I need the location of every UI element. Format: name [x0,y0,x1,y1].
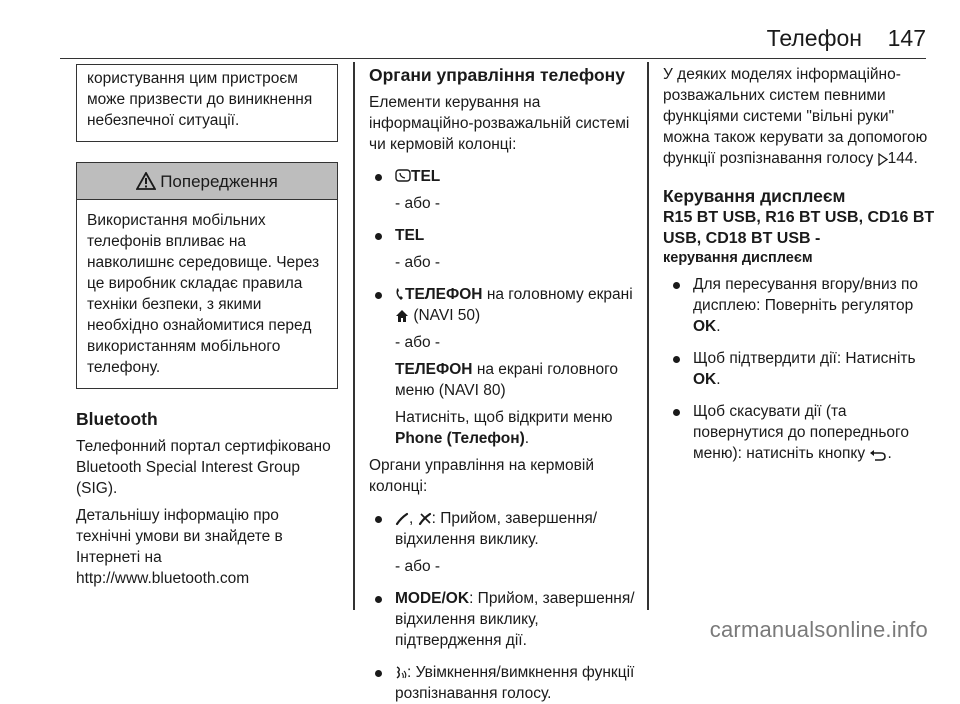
bluetooth-heading: Bluetooth [76,409,158,429]
tel-label: TEL [411,168,441,185]
page-reference: 144. [887,150,918,167]
warning-text: Використання мобільних телефонів впливає на навколишнє середовище. Через це виробник складає правила техніки безпеки, з якими необхідно ознайомитися перед використанням мобільного телефону. [87,212,320,376]
press-text: Натисніть, щоб відкрити меню [395,409,613,426]
column-middle [369,64,641,704]
or-separator: - або - [395,195,441,212]
steering-controls-text: Органи управління на кермовій колонці: [369,457,594,495]
models-subheading-2: керування дисплеєм [663,250,813,266]
list-item [369,284,641,326]
telefon-label: ТЕЛЕФОН [395,361,473,378]
voice-control-text: У деяких моделях інформаційно-розважальних систем певними функціями системи "вільні руки" можна також керувати за допомогою функції розпізнавання голосу [663,66,928,167]
page-reference-icon [878,153,888,166]
continued-warning-text: користування цим пристроєм може призвести до виникнення небезпечної ситуації. [87,70,313,129]
mode-ok-label: MODE/OK [395,590,470,607]
cancel-text: Щоб скасувати дії (та повернутися до попереднього меню): натисніть кнопку [693,403,909,462]
bluetooth-paragraph-2-text: Детальнішу інформацію про технічні умови ви знайдете в Інтернеті на [76,507,283,566]
or-separator: - або - [395,558,441,575]
warning-triangle-icon [136,172,156,190]
tel-label: TEL [395,227,425,244]
telefon-label: ТЕЛЕФОН [405,286,483,303]
home-icon [395,309,409,323]
or-separator: - або - [395,254,441,271]
bluetooth-paragraph-1: Телефонний портал сертифіковано Bluetooth Special Interest Group (SIG). [76,438,331,497]
list-item: Для пересування вгору/вниз по дисплею: Поверніть регулятор OK. [667,274,935,337]
ok-label: OK [693,371,717,388]
or-separator: - або - [395,334,441,351]
telefon-text-a: на головному екрані [486,286,633,303]
watermark: carmanualsonline.info [709,617,928,642]
bluetooth-paragraph-2 [76,505,338,589]
column-left [76,64,338,589]
warning-header [77,163,337,200]
column-divider [647,62,649,610]
back-icon [869,449,887,461]
warning-box [76,162,338,389]
page-title: Телефон [766,25,862,51]
call-keys-text: : Прийом, завершення/відхилення виклику. [395,510,598,548]
list-item [369,508,641,550]
continued-warning-box [76,64,338,142]
voice-recognition-icon [395,665,407,680]
models-subheading: R15 BT USB, R16 BT USB, CD16 BT USB, CD18 BT USB - [663,209,935,247]
page-number: 147 [887,25,926,51]
list-item [369,662,641,704]
phone-menu-label: Phone (Телефон) [395,430,525,447]
call-accept-icon [395,512,409,526]
telefon-navi80 [369,359,641,401]
warning-title: Попередження [160,171,278,191]
ok-label: OK [693,318,717,335]
phone-handset-icon [395,287,405,302]
scroll-text: Для пересування вгору/вниз по дисплею: Поверніть регулятор [693,276,919,314]
controls-intro: Елементи керування на інформаційно-розважальній системі чи кермовій колонці: [369,94,630,153]
press-instruction: Натисніть, щоб відкрити меню Phone (Телефон). [395,409,613,447]
mode-ok-text: : Прийом, завершення/відхилення виклику, підтвердження дії. [395,590,635,649]
confirm-text: Щоб підтвердити дії: Натисніть [693,350,916,367]
item-separator: , [409,510,414,527]
telefon-text-b: (NAVI 50) [413,307,481,324]
list-item: Щоб підтвердити дії: Натисніть OK. [667,348,935,390]
column-divider [353,62,355,610]
telefon-navi80-text: на екрані головного меню (NAVI 80) [395,361,619,399]
controls-heading: Органи управління телефону [369,65,625,85]
list-item [369,166,641,187]
voice-text: : Увімкнення/вимкнення функції розпізнавання голосу. [395,664,635,702]
phone-screen-icon [395,169,411,184]
list-item: Щоб скасувати дії (та повернутися до попереднього меню): натисніть кнопку . [667,401,935,464]
bluetooth-url: http://www.bluetooth.com [76,570,250,587]
page-header [60,0,926,59]
display-control-heading: Керування дисплеєм [663,186,846,206]
column-right [663,64,935,464]
call-end-icon [418,512,432,526]
list-item [369,225,641,246]
voice-control-paragraph [663,64,935,169]
